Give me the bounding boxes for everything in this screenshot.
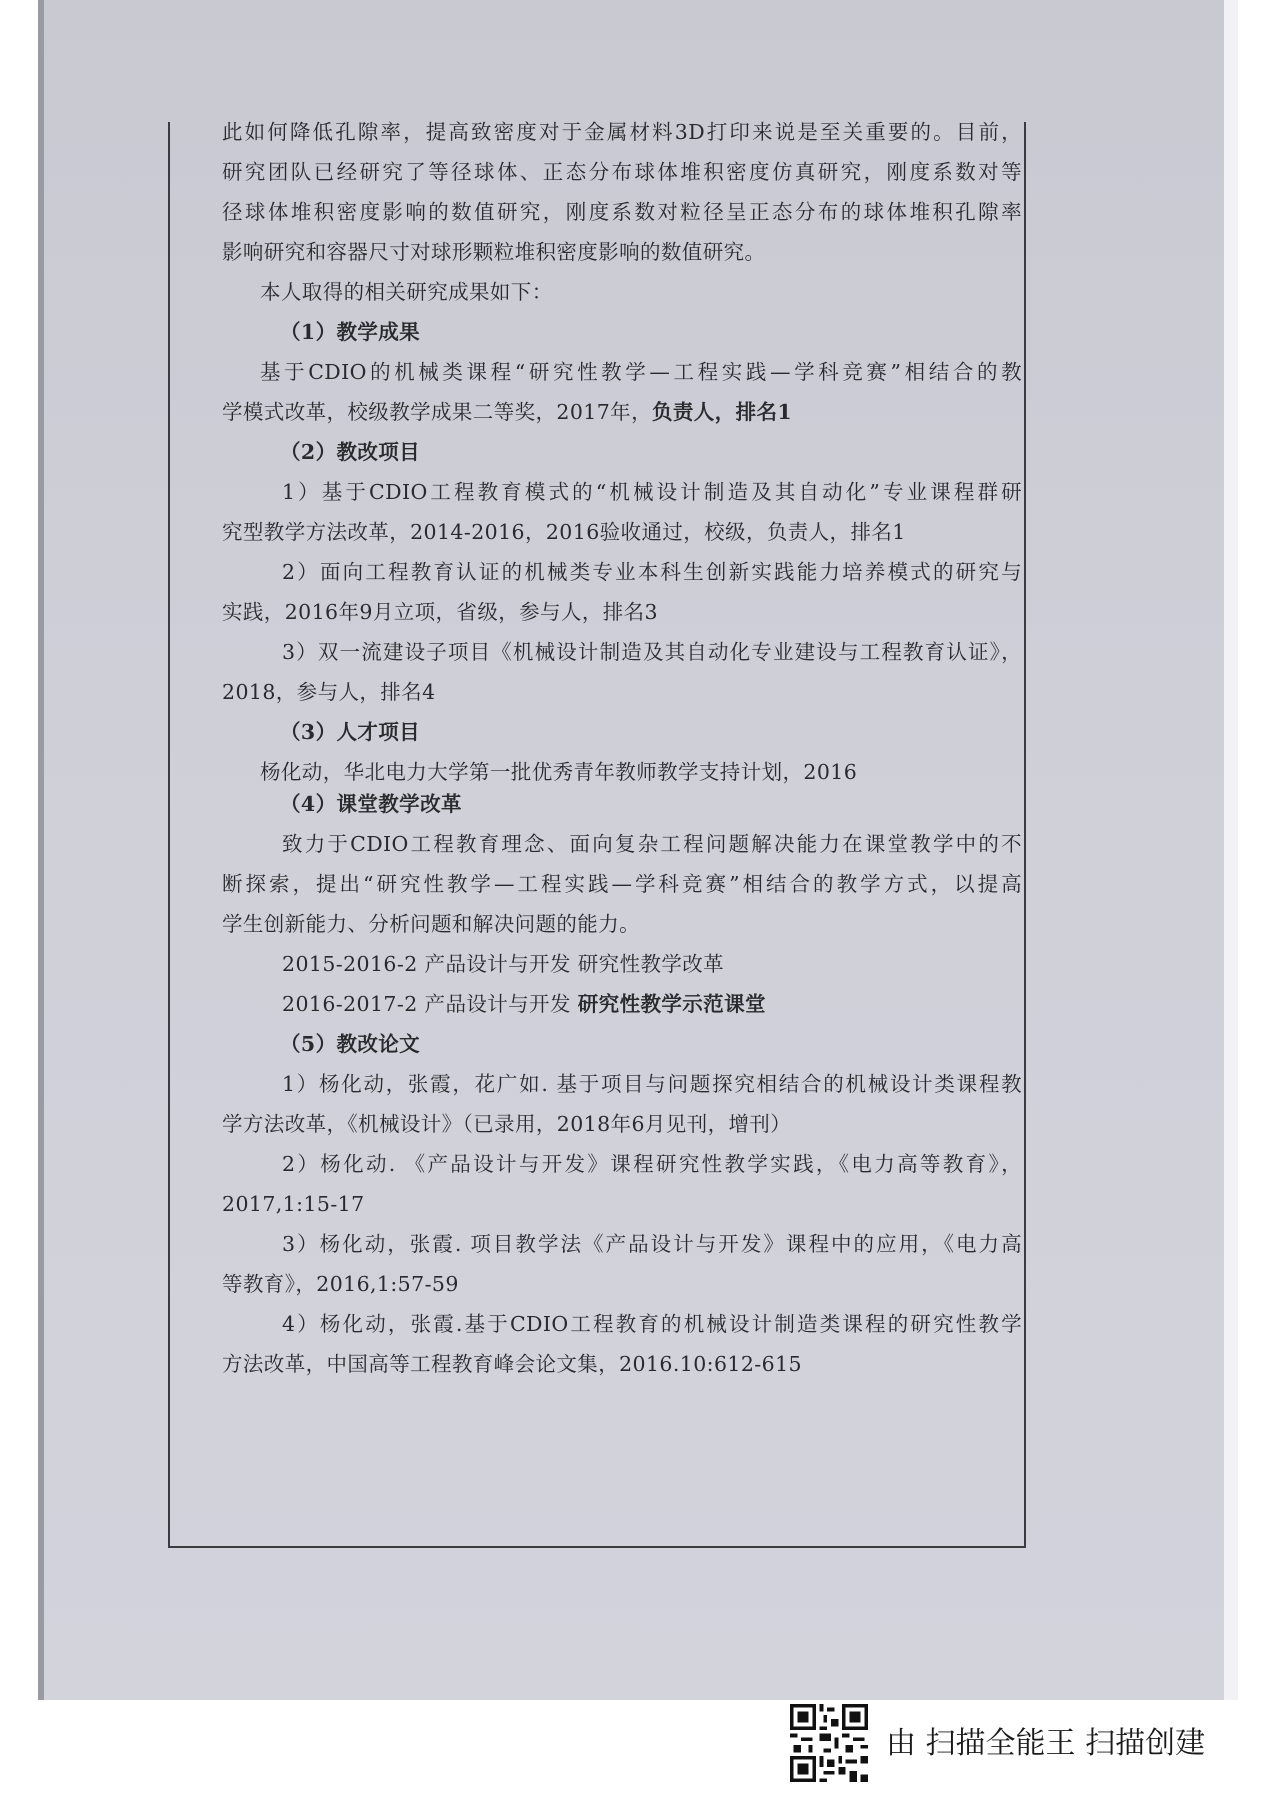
watermark-text: 由 扫描全能王 扫描创建 bbox=[886, 1726, 1206, 1761]
intro-line: 本人取得的相关研究成果如下： bbox=[260, 280, 553, 304]
text-line-12: 究型教学方法改革，2014-2016，2016验收通过，校级，负责人，排名1 bbox=[222, 520, 906, 544]
text-line-15: 3）双一流建设子项目《机械设计制造及其自动化专业建设与工程教育认证》， bbox=[282, 640, 1022, 664]
text-line-29: 2017,1:15-17 bbox=[222, 1192, 365, 1216]
scanner-watermark bbox=[790, 1700, 1260, 1790]
text-line-2: 研究团队已经研究了等径球体、正态分布球体堆积密度仿真研究，刚度系数对等 bbox=[222, 160, 1022, 184]
text-line-26: 1）杨化动，张霞，花广如. 基于项目与问题探究相结合的机械设计类课程教 bbox=[282, 1072, 1022, 1096]
text-line-3: 径球体堆积密度影响的数值研究，刚度系数对粒径呈正态分布的球体堆积孔隙率 bbox=[222, 200, 1022, 224]
text-line-21: 断探索，提出“研究性教学—工程实践—学科竞赛”相结合的教学方式，以提高 bbox=[222, 872, 1022, 896]
course-line-2-regular: 2016-2017-2 产品设计与开发 bbox=[282, 992, 578, 1016]
course-line-2 bbox=[282, 990, 1022, 1018]
text-line-14: 实践，2016年9月立项，省级，参与人，排名3 bbox=[222, 600, 658, 624]
text-line-22: 学生创新能力、分析问题和解决问题的能力。 bbox=[222, 912, 640, 936]
text-line-8-regular: 学模式改革，校级教学成果二等奖，2017年， bbox=[222, 400, 652, 424]
text-line-28: 2）杨化动. 《产品设计与开发》课程研究性教学实践，《电力高等教育》， bbox=[282, 1152, 1022, 1176]
text-line-30: 3）杨化动，张霞. 项目教学法《产品设计与开发》课程中的应用，《电力高 bbox=[282, 1232, 1022, 1256]
text-line-1: 此如何降低孔隙率，提高致密度对于金属材料3D打印来说是至关重要的。目前， bbox=[222, 120, 1022, 144]
text-line-33: 方法改革，中国高等工程教育峰会论文集，2016.10:612-615 bbox=[222, 1352, 802, 1376]
course-line-2-bold: 研究性教学示范课堂 bbox=[577, 992, 766, 1016]
text-line-32: 4）杨化动，张霞.基于CDIO工程教育的机械设计制造类课程的研究性教学 bbox=[282, 1312, 1022, 1336]
text-line-11: 1）基于CDIO工程教育模式的“机械设计制造及其自动化”专业课程群研 bbox=[282, 480, 1022, 504]
text-line-20: 致力于CDIO工程教育理念、面向复杂工程问题解决能力在课堂教学中的不 bbox=[282, 832, 1022, 856]
qr-code-icon bbox=[790, 1704, 868, 1782]
section-heading-teaching-results: （1）教学成果 bbox=[280, 320, 421, 344]
text-line-8-bold: 负责人，排名1 bbox=[651, 400, 793, 424]
page-light-edge bbox=[1224, 0, 1238, 1700]
text-line-31: 等教育》，2016,1:57-59 bbox=[222, 1272, 459, 1296]
text-line-27: 学方法改革，《机械设计》（已录用，2018年6月见刊，增刊） bbox=[222, 1112, 792, 1136]
section-heading-reform-papers: （5）教改论文 bbox=[280, 1032, 421, 1056]
text-line-13: 2）面向工程教育认证的机械类专业本科生创新实践能力培养模式的研究与 bbox=[282, 560, 1022, 584]
section-heading-classroom-reform: （4）课堂教学改革 bbox=[280, 792, 462, 816]
section-heading-talent-projects: （3）人才项目 bbox=[280, 720, 421, 744]
section-heading-reform-projects: （2）教改项目 bbox=[280, 440, 421, 464]
text-line-8 bbox=[222, 398, 1022, 426]
text-line-16: 2018，参与人，排名4 bbox=[222, 680, 436, 704]
page-shadow-edge bbox=[38, 0, 44, 1700]
text-line-7: 基于CDIO的机械类课程“研究性教学—工程实践—学科竞赛”相结合的教 bbox=[260, 360, 1022, 384]
course-line-1: 2015-2016-2 产品设计与开发 研究性教学改革 bbox=[282, 952, 725, 976]
text-line-18: 杨化动，华北电力大学第一批优秀青年教师教学支持计划，2016 bbox=[260, 760, 858, 784]
text-line-4: 影响研究和容器尺寸对球形颗粒堆积密度影响的数值研究。 bbox=[222, 240, 766, 264]
